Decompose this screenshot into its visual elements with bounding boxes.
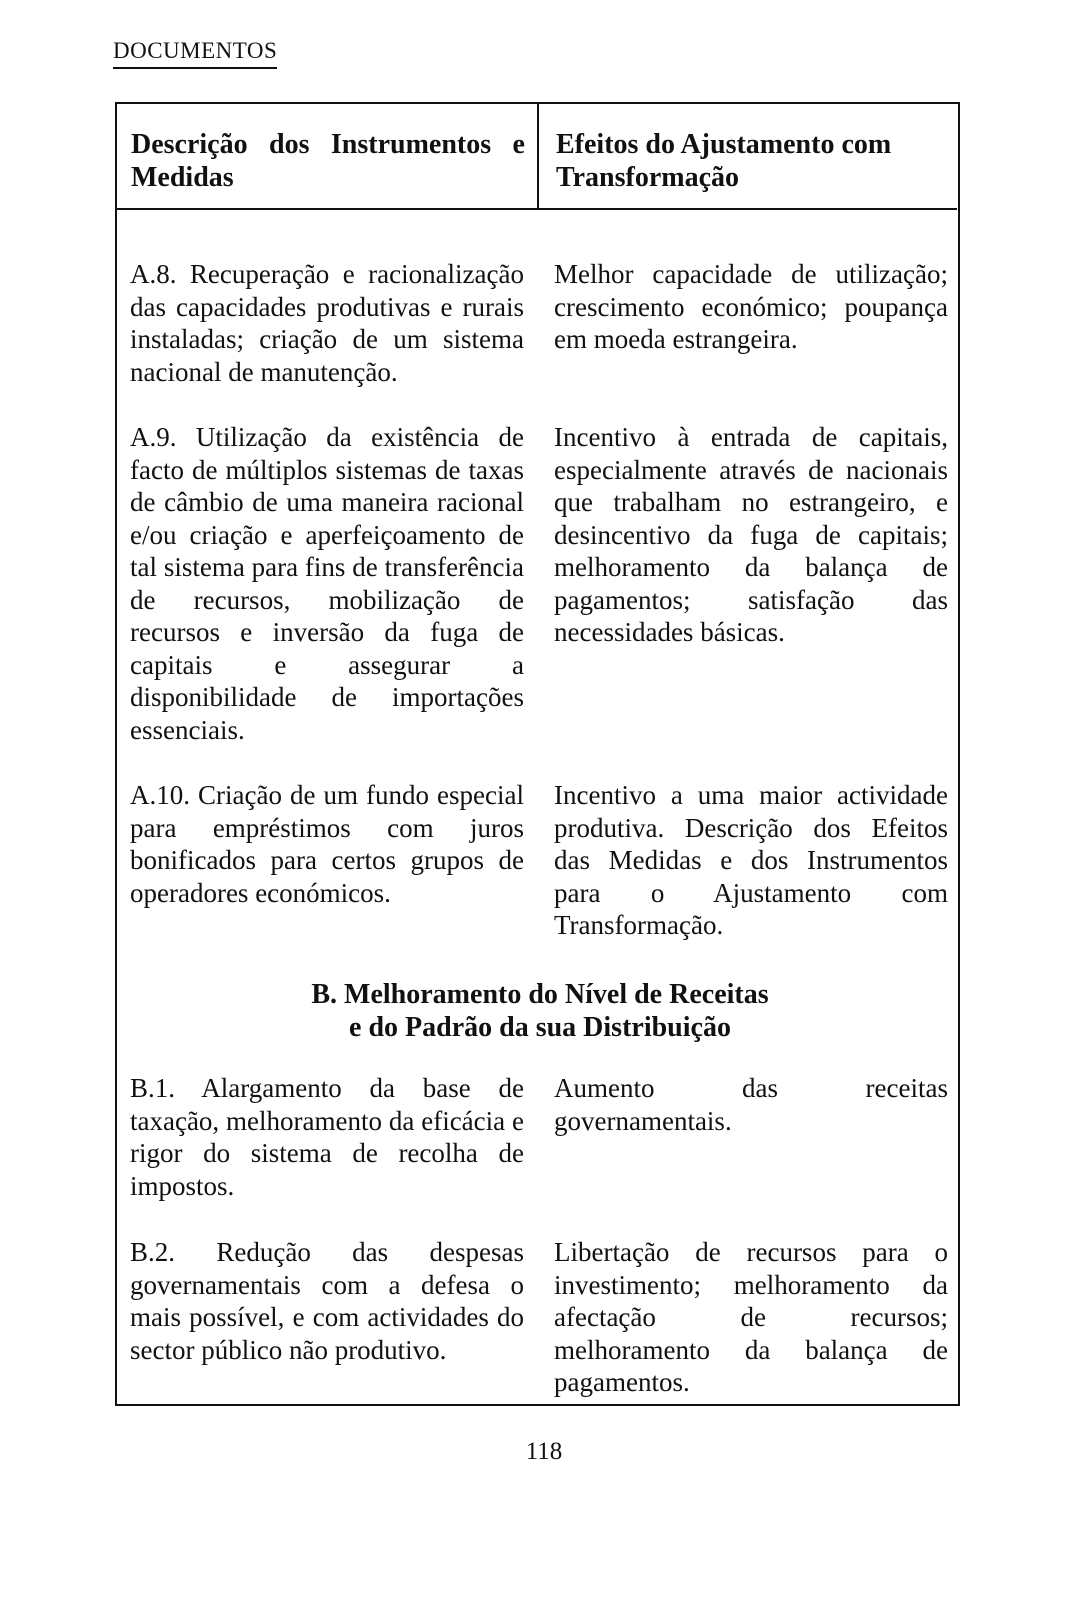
effect-b2: Libertação de recursos para o investimento; melhoramento da afectação de recursos; melhoramento da balança de pagamentos. — [554, 1237, 948, 1397]
section-b-title-line2: e do Padrão da sua Distribuição — [349, 1012, 731, 1043]
measure-a8: A.8. Recuperação e racionalização das capacidades produtivas e rurais instaladas; criação de um sistema nacional de manutenção. — [130, 259, 524, 387]
measure-b2: B.2. Redução das despesas governamentais com a defesa o mais possível, e com actividades do sector público não produtivo. — [130, 1237, 524, 1365]
effect-a10: Incentivo a uma maior actividade produtiva. Descrição dos Efeitos das Medidas e dos Instrumentos para o Ajustamento com Transformação. — [554, 780, 948, 940]
measure-a10: A.10. Criação de um fundo especial para empréstimos com juros bonificados para certos grupos de operadores económicos. — [130, 780, 524, 908]
effect-b1: Aumento das receitas governamentais. — [554, 1073, 948, 1136]
measure-a9: A.9. Utilização da existência de facto de múltiplos sistemas de taxas de câmbio de uma maneira racional e/ou criação e aperfeiçoamento de tal sistema para fins de transferência de recursos, mobilização de recursos e inversão da fuga de capitais e assegurar a disponibilidade de importações essenciais. — [130, 422, 524, 745]
page-number: 118 — [525, 1438, 563, 1465]
effect-a9: Incentivo à entrada de capitais, especialmente através de nacionais que trabalham no estrangeiro, e desincentivo da fuga de capitais; melhoramento da balança de pagamentos; satisfação das necessidades básicas. — [554, 422, 948, 647]
section-b-title-line1: B. Melhoramento do Nível de Receitas — [311, 979, 769, 1010]
section-b-title — [200, 978, 880, 1044]
column-header-effects: Efeitos do Ajustamento com Transformação — [539, 104, 957, 210]
measure-b1: B.1. Alargamento da base de taxação, melhoramento da eficácia e rigor do sistema de recolha de impostos. — [130, 1073, 524, 1201]
column-header-instruments: Descrição dos Instrumentos e Medidas — [117, 104, 539, 210]
effect-a8: Melhor capacidade de utilização; crescimento económico; poupança em moeda estrangeira. — [554, 259, 948, 354]
running-header: DOCUMENTOS — [113, 38, 277, 69]
